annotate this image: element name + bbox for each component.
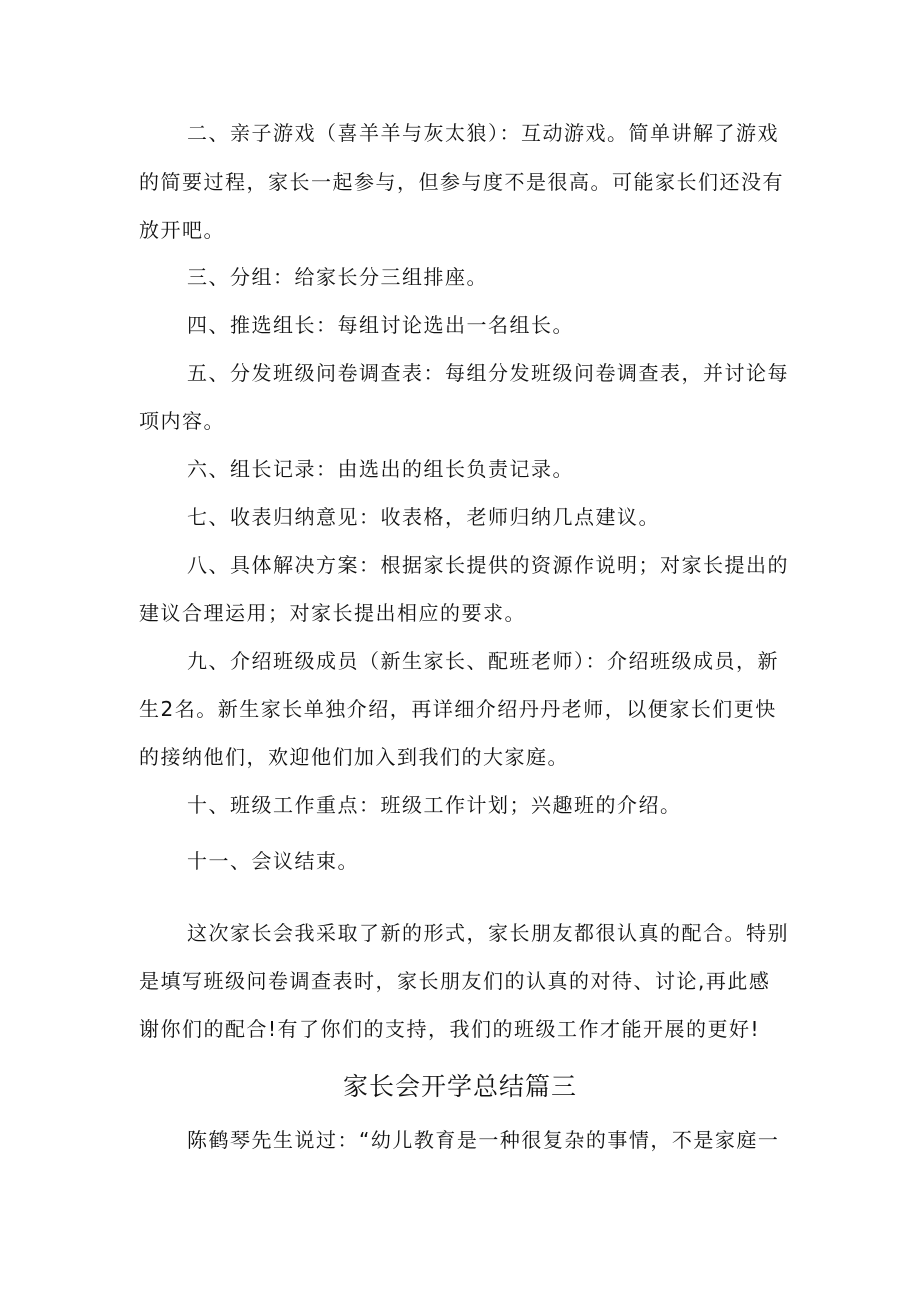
text-line: 是填写班级问卷调查表时，家长朋友们的认真的对待、讨论,再此感 — [139, 969, 771, 993]
text-line: 这次家长会我采取了新的形式，家长朋友都很认真的配合。特别 — [187, 921, 789, 945]
section-title: 家长会开学总结篇三 — [342, 1072, 577, 1101]
text-line: 八、具体解决方案：根据家长提供的资源作说明；对家长提出的 — [187, 553, 789, 577]
text-line: 陈鹤琴先生说过：“幼儿教育是一种很复杂的事情，不是家庭一 — [187, 1128, 780, 1152]
text-line: 的简要过程，家长一起参与，但参与度不是很高。可能家长们还没有 — [139, 170, 784, 194]
text-line: 四、推选组长：每组讨论选出一名组长。 — [187, 313, 574, 337]
text-line: 二、亲子游戏（喜羊羊与灰太狼）：互动游戏。简单讲解了游戏 — [187, 121, 779, 145]
text-line: 六、组长记录：由选出的组长负责记录。 — [187, 457, 574, 481]
text-line: 项内容。 — [139, 409, 225, 433]
text-line: 三、分组：给家长分三组排座。 — [187, 265, 488, 289]
text-line: 谢你们的配合!有了你们的支持，我们的班级工作才能开展的更好! — [139, 1017, 761, 1041]
text-line: 七、收表归纳意见：收表格，老师归纳几点建议。 — [187, 505, 660, 529]
text-line: 十、班级工作重点：班级工作计划；兴趣班的介绍。 — [187, 793, 682, 817]
text-line: 十一、会议结束。 — [187, 849, 359, 873]
text-line: 的接纳他们，欢迎他们加入到我们的大家庭。 — [139, 745, 569, 769]
text-line: 九、介绍班级成员（新生家长、配班老师）：介绍班级成员，新 — [187, 649, 779, 673]
text-line: 放开吧。 — [139, 218, 225, 242]
text-line: 建议合理运用；对家长提出相应的要求。 — [139, 601, 526, 625]
text-line: 生2名。新生家长单独介绍，再详细介绍丹丹老师，以便家长们更快 — [139, 697, 777, 721]
text-line: 五、分发班级问卷调查表：每组分发班级问卷调查表，并讨论每 — [187, 361, 789, 385]
